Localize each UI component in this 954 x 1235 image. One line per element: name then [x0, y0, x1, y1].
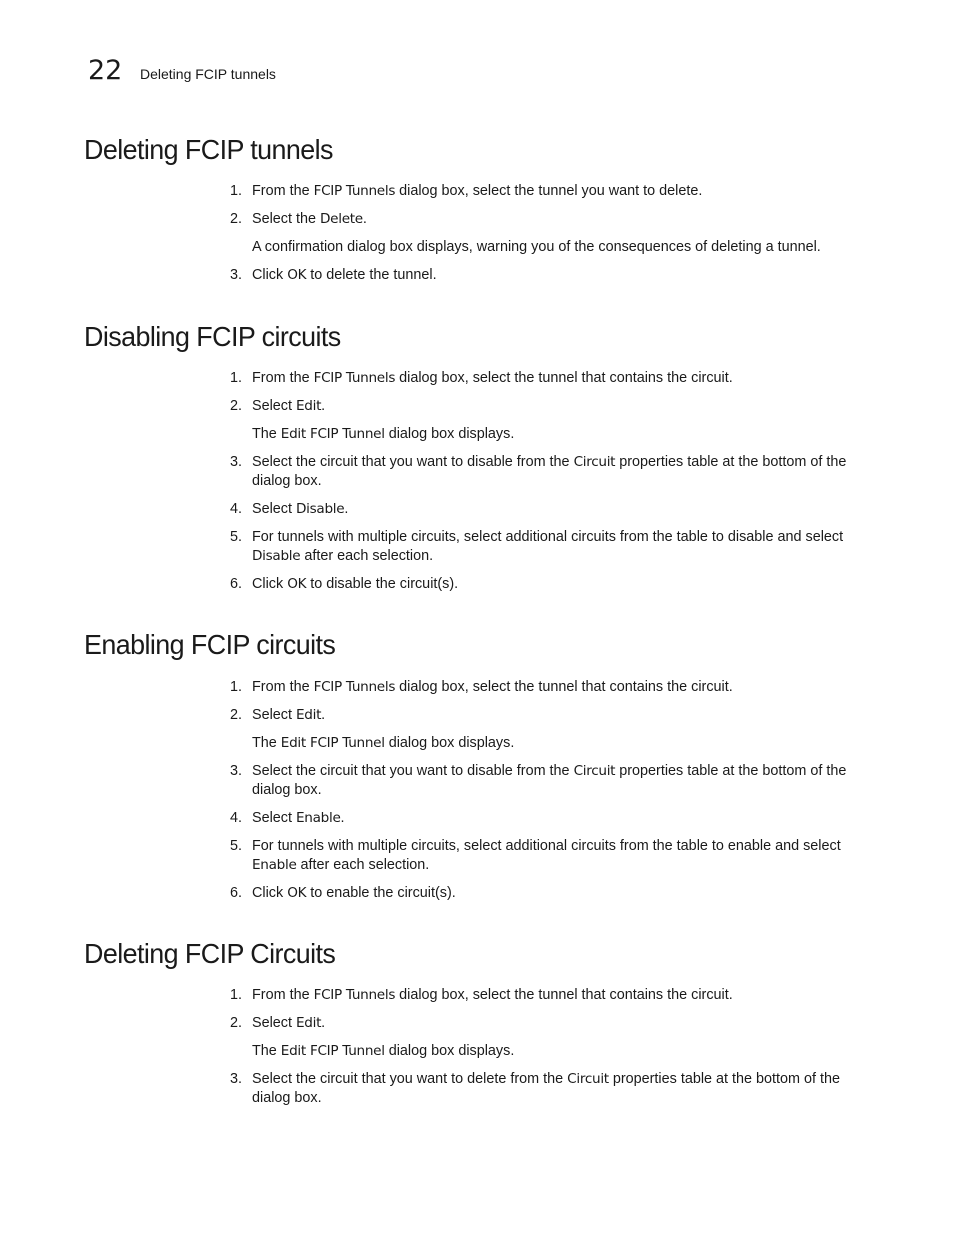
step-text: to disable the circuit(s).: [306, 576, 459, 592]
step-text: .: [321, 1015, 326, 1031]
step-text: For tunnels with multiple circuits, select additional circuits from the table to enable and select: [252, 838, 841, 854]
section-heading: Disabling FCIP circuits: [84, 321, 341, 352]
step-item: [224, 210, 874, 229]
step-text: dialog box displays.: [384, 426, 515, 442]
step-text: dialog box, select the tunnel that contains the circuit.: [395, 679, 733, 695]
step-number: 2 .: [224, 706, 242, 725]
step-text: Select the circuit that you want to disable from the: [252, 454, 574, 470]
section-heading: Deleting FCIP tunnels: [84, 134, 333, 165]
step-number: 4 .: [224, 500, 242, 519]
ui-term: FCIP Tunnels: [313, 370, 396, 386]
step-text: From the: [252, 987, 314, 1003]
ui-term: Edit FCIP Tunnel: [280, 426, 385, 442]
step-number: 3 .: [224, 762, 242, 781]
step-text: to enable the circuit(s).: [306, 885, 456, 901]
step-text: dialog box, select the tunnel that contains the circuit.: [395, 370, 733, 386]
step-number: 1 .: [224, 986, 242, 1005]
step-item: [224, 837, 874, 875]
step-item: [224, 266, 874, 285]
ui-term: Circuit: [567, 1071, 609, 1087]
ui-term: OK: [287, 267, 307, 283]
step-note: A confirmation dialog box displays, warning you of the consequences of deleting a tunnel.: [252, 239, 821, 255]
step-text: For tunnels with multiple circuits, select additional circuits from the table to disable and select: [252, 529, 844, 545]
step-item: [224, 809, 874, 828]
step-number: 6 .: [224, 884, 242, 903]
ui-term: OK: [287, 576, 307, 592]
ui-term: Circuit: [573, 454, 616, 470]
step-text: properties table at the bottom of the dialog box.: [252, 454, 847, 489]
step-text: The: [252, 1043, 281, 1059]
step-note: [224, 425, 874, 444]
step-text: From the: [252, 370, 314, 386]
step-item: [224, 884, 874, 903]
step-text: dialog box, select the tunnel you want to delete.: [395, 183, 703, 199]
step-text: Select: [252, 707, 296, 723]
chapter-number: 22: [88, 55, 123, 86]
step-item: [224, 1014, 874, 1033]
ui-term: Enable: [252, 857, 297, 873]
step-text: to delete the tunnel.: [306, 267, 437, 283]
step-text: From the: [252, 679, 314, 695]
step-text: .: [321, 707, 326, 723]
ui-term: Edit FCIP Tunnel: [280, 1043, 385, 1059]
step-item: [224, 397, 874, 416]
step-text: The: [252, 426, 281, 442]
step-number: 6 .: [224, 575, 242, 594]
step-item: [224, 706, 874, 725]
step-note: [224, 734, 874, 753]
step-text: dialog box, select the tunnel that contains the circuit.: [395, 987, 733, 1003]
step-item: [224, 1070, 874, 1108]
step-text: Select the: [252, 211, 320, 227]
step-number: 1 .: [224, 369, 242, 388]
step-text: Click: [252, 885, 288, 901]
step-text: Select: [252, 501, 296, 517]
step-text: .: [362, 211, 367, 227]
section-disabling-fcip-circuits: [84, 319, 884, 355]
step-number: 3 .: [224, 453, 242, 472]
step-item: [224, 575, 874, 594]
section-heading: Deleting FCIP Circuits: [84, 938, 336, 969]
step-item: [224, 762, 874, 800]
step-text: Click: [252, 267, 288, 283]
section-heading: Enabling FCIP circuits: [84, 629, 336, 660]
step-item: [224, 528, 874, 566]
step-text: after each selection.: [300, 548, 434, 564]
step-number: 2 .: [224, 210, 242, 229]
ui-term: OK: [287, 885, 307, 901]
step-text: Select the circuit that you want to delete from the: [252, 1071, 568, 1087]
ui-term: Circuit: [573, 763, 616, 779]
ui-term: Delete: [320, 211, 363, 227]
step-text: .: [321, 398, 326, 414]
step-text: Select: [252, 810, 296, 826]
section-enabling-fcip-circuits: [84, 627, 884, 663]
step-text: properties table at the bottom of the dialog box.: [252, 763, 847, 798]
step-number: 1 .: [224, 182, 242, 201]
ui-term: Edit: [296, 707, 322, 723]
step-item: [224, 986, 874, 1005]
step-item: [224, 500, 874, 519]
step-number: 3 .: [224, 266, 242, 285]
step-text: after each selection.: [296, 857, 430, 873]
step-number: 2 .: [224, 397, 242, 416]
ui-term: FCIP Tunnels: [313, 183, 396, 199]
ui-term: Edit FCIP Tunnel: [280, 735, 385, 751]
ui-term: Edit: [296, 1015, 322, 1031]
step-text: Select: [252, 398, 296, 414]
step-item: [224, 369, 874, 388]
step-text: dialog box displays.: [384, 735, 515, 751]
step-text: Click: [252, 576, 288, 592]
step-number: 5 .: [224, 528, 242, 547]
step-note: [224, 1042, 874, 1061]
step-text: .: [340, 810, 345, 826]
step-number: 3 .: [224, 1070, 242, 1089]
step-item: [224, 678, 874, 697]
ui-term: Disable: [252, 548, 301, 564]
step-text: Select the circuit that you want to disable from the: [252, 763, 574, 779]
step-number: 4 .: [224, 809, 242, 828]
ui-term: Disable: [296, 501, 345, 517]
step-item: [224, 182, 874, 201]
step-text: Select: [252, 1015, 296, 1031]
step-text: properties table at the bottom of the dialog box.: [252, 1071, 841, 1106]
step-number: 5 .: [224, 837, 242, 856]
step-item: [224, 453, 874, 491]
step-text: The: [252, 735, 281, 751]
step-text: .: [344, 501, 349, 517]
section-deleting-fcip-circuits: [84, 936, 884, 972]
ui-term: Enable: [296, 810, 341, 826]
running-header-title: Deleting FCIP tunnels: [140, 66, 276, 82]
section-deleting-fcip-tunnels: [84, 132, 884, 168]
step-text: From the: [252, 183, 314, 199]
ui-term: FCIP Tunnels: [313, 679, 396, 695]
step-number: 1 .: [224, 678, 242, 697]
step-text: dialog box displays.: [384, 1043, 515, 1059]
ui-term: FCIP Tunnels: [313, 987, 396, 1003]
step-number: 2 .: [224, 1014, 242, 1033]
ui-term: Edit: [296, 398, 322, 414]
